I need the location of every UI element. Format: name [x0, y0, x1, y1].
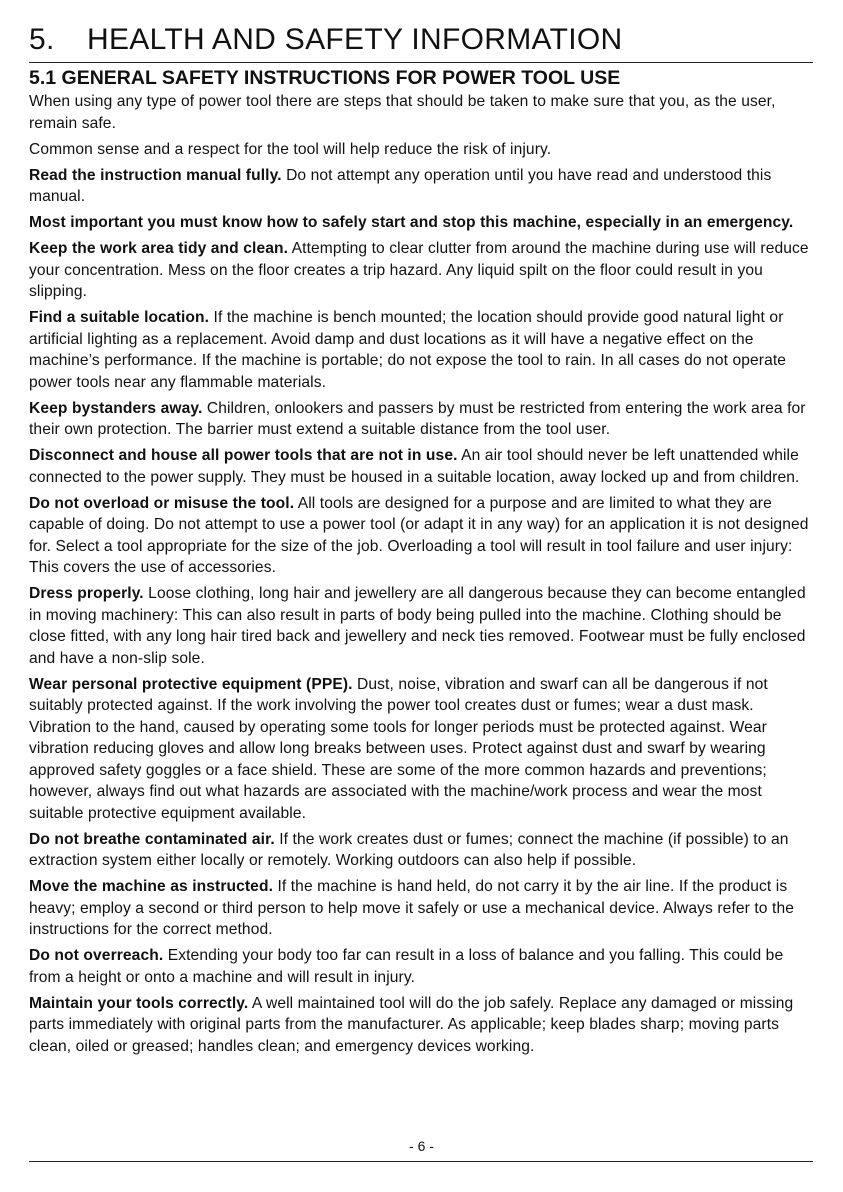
paragraph-body: An air tool should never be left unattended while connected to the power supply. They must be housed in a suitable location, away locked up and from children. [29, 447, 800, 486]
paragraph-body: Do not attempt any operation until you have read and understood this manual. [29, 166, 772, 205]
paragraph-body: Children, onlookers and passers by must be restricted from entering the work area for their own protection. The barrier must extend a suitable distance from the tool user. [29, 399, 806, 438]
paragraph-body: Attempting to clear clutter from around the machine during use will reduce your concentration. Mess on the floor creates a trip hazard. Any liquid spilt on the floor could result in you slipping. [29, 240, 809, 300]
paragraph-lead: Do not overload or misuse the tool. [29, 494, 295, 512]
paragraph-lead: Disconnect and house all power tools that are not in use. [29, 447, 458, 464]
paragraph-lead: Read the instruction manual fully. [29, 166, 282, 184]
chapter-title [29, 20, 814, 60]
paragraph-lead: Keep the work area tidy and clean. [29, 240, 289, 257]
paragraph-overload [29, 493, 819, 579]
page-number: - 6 - [409, 1138, 434, 1154]
paragraph-read-manual [29, 165, 819, 208]
paragraph-lead: Most important you must know how to safely start and stop this machine, especially in an emergency. [29, 214, 794, 231]
paragraph-ppe [29, 674, 819, 825]
paragraph-disconnect [29, 445, 819, 488]
paragraph-lead: Do not overreach. [29, 947, 164, 964]
paragraph-dress [29, 583, 819, 669]
header-rule [29, 62, 813, 63]
paragraph-lead: Do not breathe contaminated air. [29, 830, 275, 848]
paragraph-move [29, 876, 819, 941]
footer-rule [29, 1161, 813, 1162]
paragraph-lead: Move the machine as instructed. [29, 878, 274, 895]
paragraph-maintain [29, 993, 819, 1058]
paragraph-body: If the machine is bench mounted; the location should provide good natural light or artificial lighting as a replacement. Avoid damp and dust locations as it will have a negative effect on the machine’s performance. If the machine is portable; do not expose the tool to rain. In all cases do not operate power tools near any flammable materials. [29, 309, 787, 391]
paragraph-body: Common sense and a respect for the tool will help reduce the risk of injury. [29, 140, 552, 158]
paragraph-location [29, 307, 819, 393]
paragraph-lead: Keep bystanders away. [29, 399, 203, 417]
paragraph-lead: Maintain your tools correctly. [29, 994, 249, 1012]
paragraph-body: When using any type of power tool there are steps that should be taken to make sure that you, as the user, remain safe. [29, 93, 776, 132]
paragraph-body: Loose clothing, long hair and jewellery are all dangerous because they can become entangled in moving machinery: This can also result in parts of body being pulled into the machine. Clothing should be close fitted, with any long hair tired back and jewellery and neck ties removed. Footwear must be fully enclosed and have a non-slip sole. [29, 585, 806, 667]
paragraph-intro [29, 91, 819, 134]
paragraph-air [29, 829, 819, 872]
content-area [29, 66, 819, 1062]
paragraph-body: Extending your body too far can result in a loss of balance and you falling. This could be from a height or onto a machine and will result in injury. [29, 947, 784, 986]
paragraph-body: All tools are designed for a purpose and are limited to what they are capable of doing. Do not attempt to use a power tool (or adapt it in any way) for an application it is not designed for. Select a tool appropriate for the size of the job. Overloading a tool will result in tool failure and user injury: This covers the use of accessories. [29, 494, 809, 576]
paragraph-overreach [29, 945, 819, 988]
paragraph-body: If the machine is hand held, do not carry it by the air line. If the product is heavy; employ a second or third person to help move it safely or use a mechanical device. Always refer to the instructions for the correct method. [29, 878, 794, 938]
paragraph-bystanders [29, 398, 819, 441]
paragraph-lead: Find a suitable location. [29, 309, 210, 326]
paragraph-body: Dust, noise, vibration and swarf can all be dangerous if not suitably protected against. If the work involving the power tool creates dust or fumes; wear a dust mask. Vibration to the hand, caused by operating some tools for longer periods must be protected against. Wear vibration reducing gloves and allow long breaks between uses. Protect against dust and swarf by wearing approved safety goggles or a face shield. These are some of the more common hazards and preventions; however, always find out what hazards are associated with the machine/work process and wear the most suitable protective equipment available. [29, 675, 768, 822]
chapter-title-text: HEALTH AND SAFETY INFORMATION [87, 23, 623, 56]
paragraph-lead: Dress properly. [29, 585, 144, 602]
paragraph-common-sense [29, 139, 819, 161]
section-title: 5.1 GENERAL SAFETY INSTRUCTIONS FOR POWER TOOL USE [29, 67, 621, 89]
chapter-number: 5. [29, 23, 55, 56]
paragraph-work-area [29, 238, 819, 303]
paragraph-list [29, 91, 819, 1057]
paragraph-body: If the work creates dust or fumes; connect the machine (if possible) to an extraction system either locally or remotely. Working outdoors can also help if possible. [29, 830, 789, 869]
paragraph-body: A well maintained tool will do the job safely. Replace any damaged or missing parts immediately with original parts from the manufacturer. As applicable; keep blades sharp; moving parts clean, oiled or greased; handles clean; and emergency devices working. [29, 994, 794, 1055]
paragraph-lead: Wear personal protective equipment (PPE). [29, 675, 353, 693]
paragraph-start-stop [29, 212, 819, 234]
